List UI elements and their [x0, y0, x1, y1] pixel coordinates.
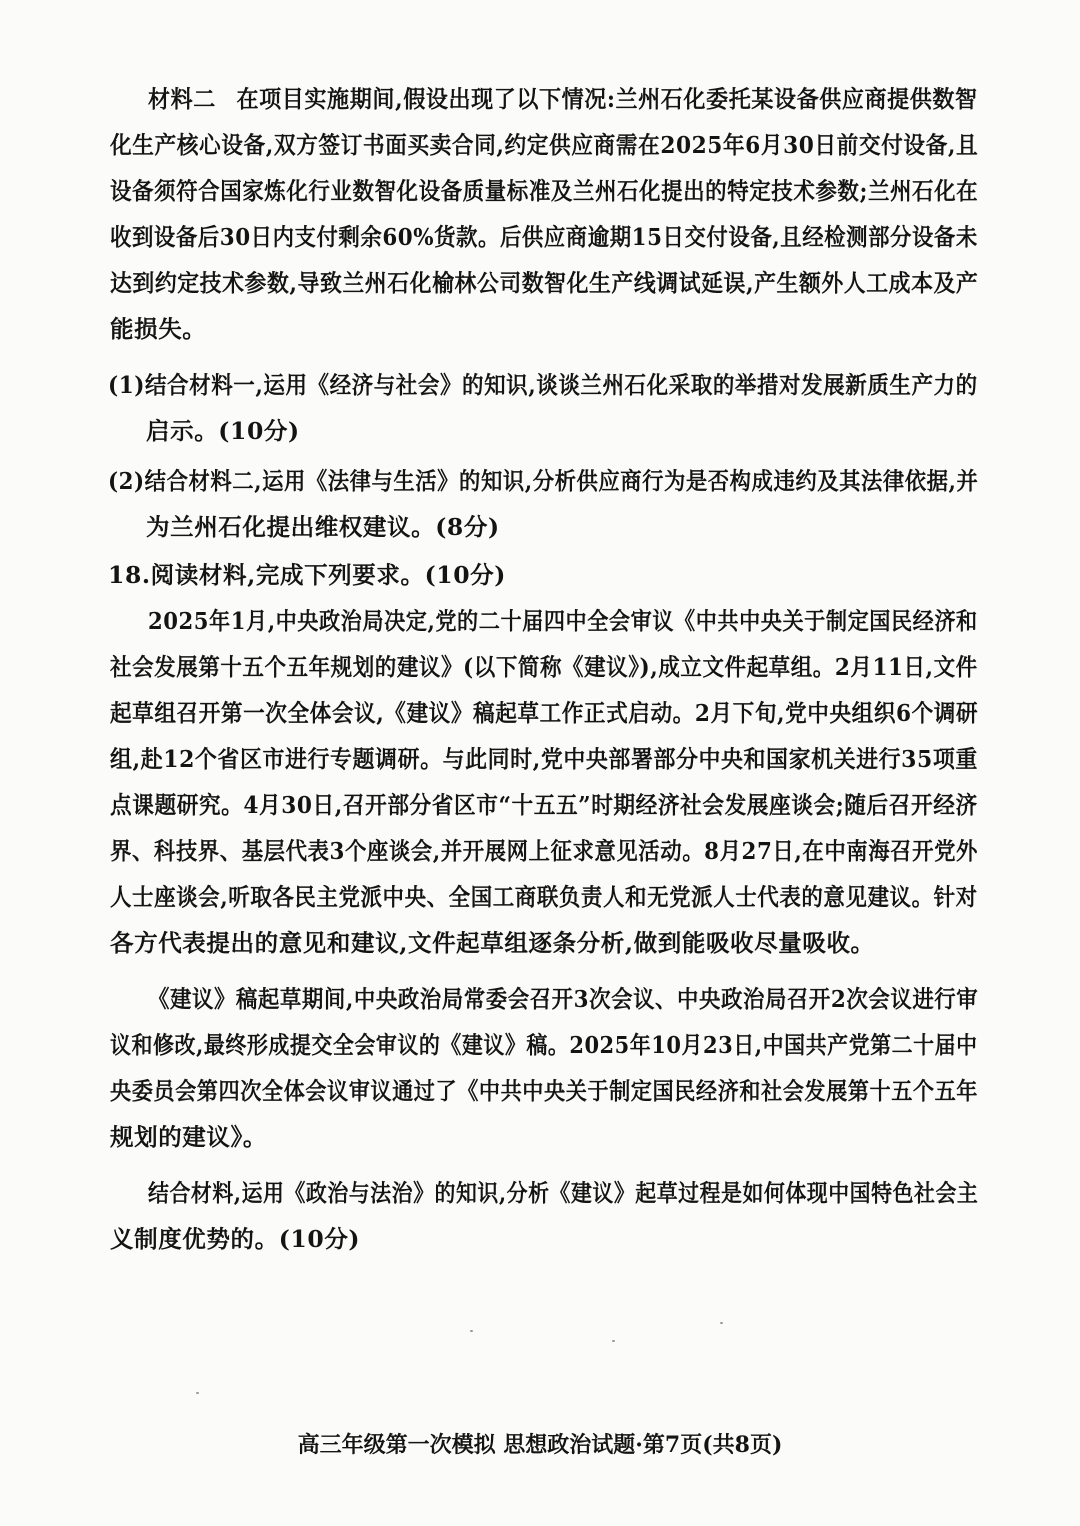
q18-para2-line-1: 《建议》稿起草期间,中央政治局常委会召开3次会议、中央政治局召开2次会议进行审: [148, 985, 979, 1013]
scan-speck: [720, 1322, 723, 1324]
question-1-line-2: 启示。(10分): [146, 417, 300, 445]
page-footer: 高三年级第一次模拟 思想政治试题·第7页(共8页): [297, 1432, 783, 1458]
question-2-line-2: 为兰州石化提出维权建议。(8分): [146, 513, 500, 541]
q18-para1-line-5: 点课题研究。4月30日,召开部分省区市“十五五”时期经济社会发展座谈会;随后召开经济: [110, 791, 978, 819]
q18-para1-line-6: 界、科技界、基层代表3个座谈会,并开展网上征求意见活动。8月27日,在中南海召开党外: [110, 837, 978, 865]
scan-speck: [612, 1340, 615, 1342]
material2-line-3: 设备须符合国家炼化行业数智化设备质量标准及兰州石化提出的特定技术参数;兰州石化在: [110, 177, 979, 205]
material2-line-2: 化生产核心设备,双方签订书面买卖合同,约定供应商需在2025年6月30日前交付设备,且: [110, 131, 979, 159]
q18-para1-line-1: 2025年1月,中央政治局决定,党的二十届四中全会审议《中共中央关于制定国民经济和: [148, 607, 978, 635]
question-2-line-1: (2)结合材料二,运用《法律与生活》的知识,分析供应商行为是否构成违约及其法律依据,并: [108, 467, 979, 495]
scan-speck: [470, 1330, 473, 1332]
q18-para1-line-2: 社会发展第十五个五年规划的建议》(以下简称《建议》),成立文件起草组。2月11日,文件: [110, 653, 978, 681]
q18-prompt-line-2: 义制度优势的。(10分): [110, 1225, 361, 1253]
q18-para2-line-2: 议和修改,最终形成提交全会审议的《建议》稿。2025年10月23日,中国共产党第二十届中: [110, 1031, 978, 1059]
q18-para2-line-3: 央委员会第四次全体会议审议通过了《中共中央关于制定国民经济和社会发展第十五个五年: [110, 1077, 978, 1105]
material2-line-6: 能损失。: [110, 315, 207, 343]
q18-para1-line-7: 人士座谈会,听取各民主党派中央、全国工商联负责人和无党派人士代表的意见建议。针对: [110, 883, 978, 911]
material2-line-4: 收到设备后30日内支付剩余60%货款。后供应商逾期15日交付设备,且经检测部分设备未: [110, 223, 978, 251]
material2-label: 材料二: [148, 85, 216, 113]
question-1-line-1: (1)结合材料一,运用《经济与社会》的知识,谈谈兰州石化采取的举措对发展新质生产力的: [108, 371, 978, 399]
question-18-title: 18.阅读材料,完成下列要求。(10分): [108, 561, 507, 589]
material2-line-5: 达到约定技术参数,导致兰州石化榆林公司数智化生产线调试延误,产生额外人工成本及产: [110, 269, 979, 297]
q18-prompt-line-1: 结合材料,运用《政治与法治》的知识,分析《建议》起草过程是如何体现中国特色社会主: [148, 1179, 979, 1207]
q18-para1-line-8: 各方代表提出的意见和建议,文件起草组逐条分析,做到能吸收尽量吸收。: [110, 929, 875, 957]
q18-para1-line-4: 组,赴12个省区市进行专题调研。与此同时,党中央部署部分中央和国家机关进行35项重: [110, 745, 978, 773]
q18-para2-line-4: 规划的建议》。: [110, 1123, 267, 1151]
scan-speck: [196, 1392, 199, 1394]
q18-para1-line-3: 起草组召开第一次全体会议,《建议》稿起草工作正式启动。2月下旬,党中央组织6个调研: [110, 699, 979, 727]
material2-line-1: 材料二 在项目实施期间,假设出现了以下情况:兰州石化委托某设备供应商提供数智: [148, 85, 978, 113]
